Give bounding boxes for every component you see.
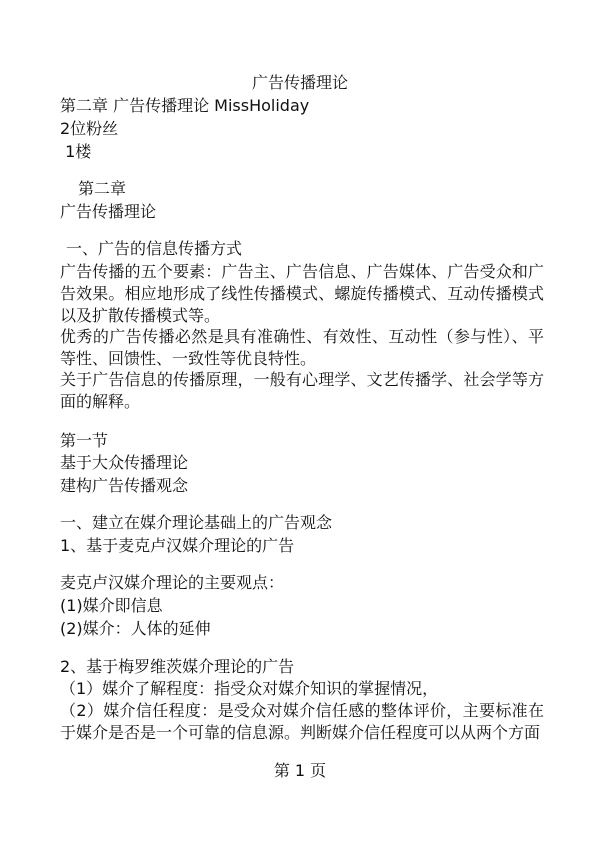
subsection1-item: 1、基于麦克卢汉媒介理论的广告	[60, 536, 295, 555]
floor-label: 1楼	[60, 142, 92, 161]
section-label: 第一节	[60, 431, 109, 450]
page-number: 第 1 页	[273, 761, 327, 780]
meyrowitz-point-1: （1）媒介了解程度：指受众对媒介知识的掌握情况，	[60, 679, 439, 698]
chapter-label: 第二章	[78, 179, 127, 198]
section1-heading: 一、广告的信息传播方式	[66, 239, 243, 258]
mcluhan-point-1: (1)媒介即信息	[60, 596, 163, 615]
mcluhan-intro: 麦克卢汉媒介理论的主要观点：	[60, 573, 285, 592]
paragraph-five-elements: 广告传播的五个要素：广告主、广告信息、广告媒体、广告受众和广告效果。相应地形成了线性传播模式、螺旋传播模式、互动传播模式以及扩散传播模式等。	[60, 262, 544, 325]
section-title-line2: 建构广告传播观念	[60, 476, 189, 495]
section-title-line1: 基于大众传播理论	[60, 453, 189, 472]
paragraph-principles: 关于广告信息的传播原理，一般有心理学、文艺传播学、社会学等方面的解释。	[60, 370, 544, 411]
subsection2-item: 2、基于梅罗维茨媒介理论的广告	[60, 657, 295, 676]
mcluhan-point-2: (2)媒介：人体的延伸	[60, 619, 211, 638]
fans-count: 2位粉丝	[60, 119, 119, 138]
chapter-title: 广告传播理论	[60, 202, 157, 221]
header-line: 第二章 广告传播理论 MissHoliday	[60, 96, 310, 115]
paragraph-qualities: 优秀的广告传播必然是具有准确性、有效性、互动性（参与性）、平等性、回馈性、一致性等优良特性。	[60, 327, 544, 368]
subsection1-heading: 一、建立在媒介理论基础上的广告观念	[60, 513, 333, 532]
document-title: 广告传播理论	[251, 73, 348, 92]
meyrowitz-point-2: （2）媒介信任程度：是受众对媒介信任感的整体评价，主要标准在于媒介是否是一个可靠的信息源。判断媒介信任程度可以从两个方面	[60, 701, 544, 742]
